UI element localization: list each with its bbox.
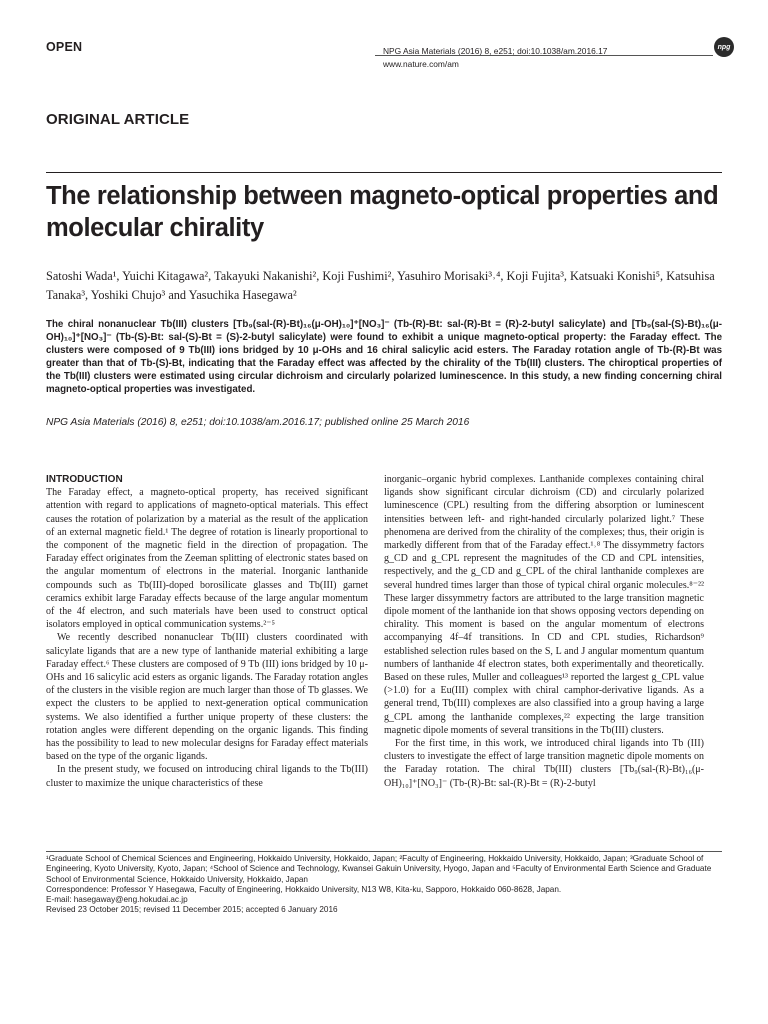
article-title: The relationship between magneto-optical properties and molecular chirality [46,182,719,242]
left-column [46,473,368,790]
article-type: ORIGINAL ARTICLE [46,111,190,128]
author-list: Satoshi Wada¹, Yuichi Kitagawa², Takayuki Nakanishi², Koji Fushimi², Yasuhiro Morisaki³˒⁴, Koji Fujita³, Katsuaki Konishi⁵, Katsuhisa Tanaka³, Yoshiki Chujo³ and Yasuchika Hasegawa² [46,269,715,302]
right-column [384,473,704,790]
footnote-rule [46,851,722,852]
citation-line: NPG Asia Materials (2016) 8, e251; doi:10.1038/am.2016.17; published online 25 March 2016 [46,417,470,428]
journal-url[interactable]: www.nature.com/am [383,59,459,69]
npg-logo-icon: npg [714,37,734,57]
abstract: The chiral nonanuclear Tb(III) clusters [Tb₉(sal-(R)-Bt)₁₆(μ-OH)₁₀]⁺[NO₃]⁻ (Tb-(R)-Bt: sal-(R)-Bt = (R)-2-butyl salicylate) and [Tb₉(sal-(S)-Bt)₁₆(μ-OH)₁₀]⁺[NO₃]⁻ (Tb-(S)-Bt: sal-(S)-Bt = (S)-2-butyl salicylate) were found to exhibit a unique magneto-optical property: the Faraday effect. The clusters were composed of 9 Tb(III) ions bridged by 10 μ-OHs and 16 chiral salicylic acid esters. The Faraday rotation angle of Tb-(R)-Bt was greater than that of Tb-(S)-Bt, indicating that the Faraday effect was affected by the chirality of the Tb(III) clusters. The chiroptical properties of the Tb(III) clusters were estimated using circular dichroism and circularly polarized luminescence. In this study, a new finding concerning chiral magneto-optical properties was investigated. [46,319,722,395]
open-access-label: OPEN [46,40,83,54]
affiliations-footnote: ¹Graduate School of Chemical Sciences and Engineering, Hokkaido University, Hokkaido, Japan; ²Faculty of Engineering, Hokkaido University, Hokkaido, Japan; ³Graduate School of Engineering, Kyoto University, Kyoto, Japan; ⁴School of Science and Technology, Kwansei Gakuin University, Hyogo, Japan and ⁵Faculty of Environmental Earth Science and Graduate School of Environmental Science, Hokkaido University, Hokkaido, Japan [46,854,712,884]
paragraph: For the first time, in this work, we introduced chiral ligands into Tb (III) clusters to investigate the effect of large transition magnetic dipole moments on the Faraday rotation. The chiral Tb(III) clusters [Tb₉(sal-(R)-Bt)₁₆(μ-OH)₁₀]⁺[NO₃]⁻ (Tb-(R)-Bt: sal-(R)-Bt = (R)-2-butyl [384,738,704,789]
paragraph: In the present study, we focused on introducing chiral ligands to the Tb(III) cluster to maximize the unique characteristics of these [46,764,368,789]
paragraph: The Faraday effect, a magneto-optical property, has received significant attention with regard to applications of magneto-optical materials. This effect causes the rotation of polarization by a material as the result of the application of an external magnetic field.¹ The degree of rotation is linearly proportional to the component of the magnetic field in the direction of propagation. The Faraday effect originates from the Zeeman splitting of electronic states based on the angular momentum of electrons in the material. Inorganic lanthanide compounds such as Tb(III)-doped borosilicate glasses and Tb(III) garnet ceramics exhibit large Faraday effects because of the large angular momentum of the 4f electron, and such materials have been used to construct optical isolators employed in optical communication systems.²⁻⁵ [46,487,368,631]
header-rule [375,55,713,56]
journal-reference: NPG Asia Materials (2016) 8, e251; doi:10.1038/am.2016.17 [383,46,608,56]
paragraph: We recently described nonanuclear Tb(III) clusters coordinated with salicylate ligands that are a new type of lanthanide material exhibiting a large Faraday effect.⁶ These clusters are composed of 9 Tb (III) ions bridged by 10 μ-OHs and 16 salicylic acid esters as organic ligands. The Faraday rotation angles of the clusters in the visible region are much larger than those of Tb glasses. We expect the clusters to be applied to next-generation optical communication systems. We also identified a further unique property of these clusters: the rotation angles were different depending on the organic ligands. This finding has the possibility to lead to new molecular designs for Faraday effect materials based on the type of the organic ligands. [46,632,368,763]
footnotes [46,854,722,916]
title-rule [46,172,722,173]
section-heading: INTRODUCTION [46,474,123,485]
correspondence-footnote: Correspondence: Professor Y Hasegawa, Faculty of Engineering, Hokkaido University, N13 W8, Kita-ku, Sapporo, Hokkaido 060-8628, Japan. [46,884,562,894]
email-footnote[interactable]: E-mail: hasegaway@eng.hokudai.ac.jp [46,895,188,905]
paragraph: inorganic–organic hybrid complexes. Lanthanide complexes containing chiral ligands show significant circular dichroism (CD) and circularly polarized luminescence (CPL) resulting from the differing absorption or luminescent intensities between left- and right-handed circularly polarized light.⁷ These phenomena are derived from the chirality of the complexes; thus, their origin is markedly different from that of the Faraday effect.¹˒⁸ The dissymmetry factors g_CD and g_CPL represent the magnitudes of the CD and CPL intensities, respectively, and the g_CD and g_CPL of the chiral lanthanide complexes are several hundred times larger than those of typical chiral organic molecules.⁸⁻²² These larger dissymmetry factors are attributed to the large transition magnetic dipole moment of the lanthanide ion that shows opposing vectors depending on chirality. This moment is based on the angular momentum of electrons accompanying 4f–4f transitions. In CD and CPL studies, Richardson⁹ established selection rules based on the S, L and J angular momentum quantum numbers of lanthanide 4f electron states, both experimentally and theoretically. Based on these rules, Muller and colleagues¹³ reported the largest g_CPL value (>1.0) for a Eu(III) complex with chiral camphor-derivative ligands. As a general trend, Tb(III) complexes are also classified into a group having a large g_CPL among the lanthanide complexes,²² expecting the large transition magnetic dipole moments of several transitions in the Tb(III) clusters. [384,474,704,736]
dates-footnote: Revised 23 October 2015; revised 11 December 2015; accepted 6 January 2016 [46,905,338,915]
